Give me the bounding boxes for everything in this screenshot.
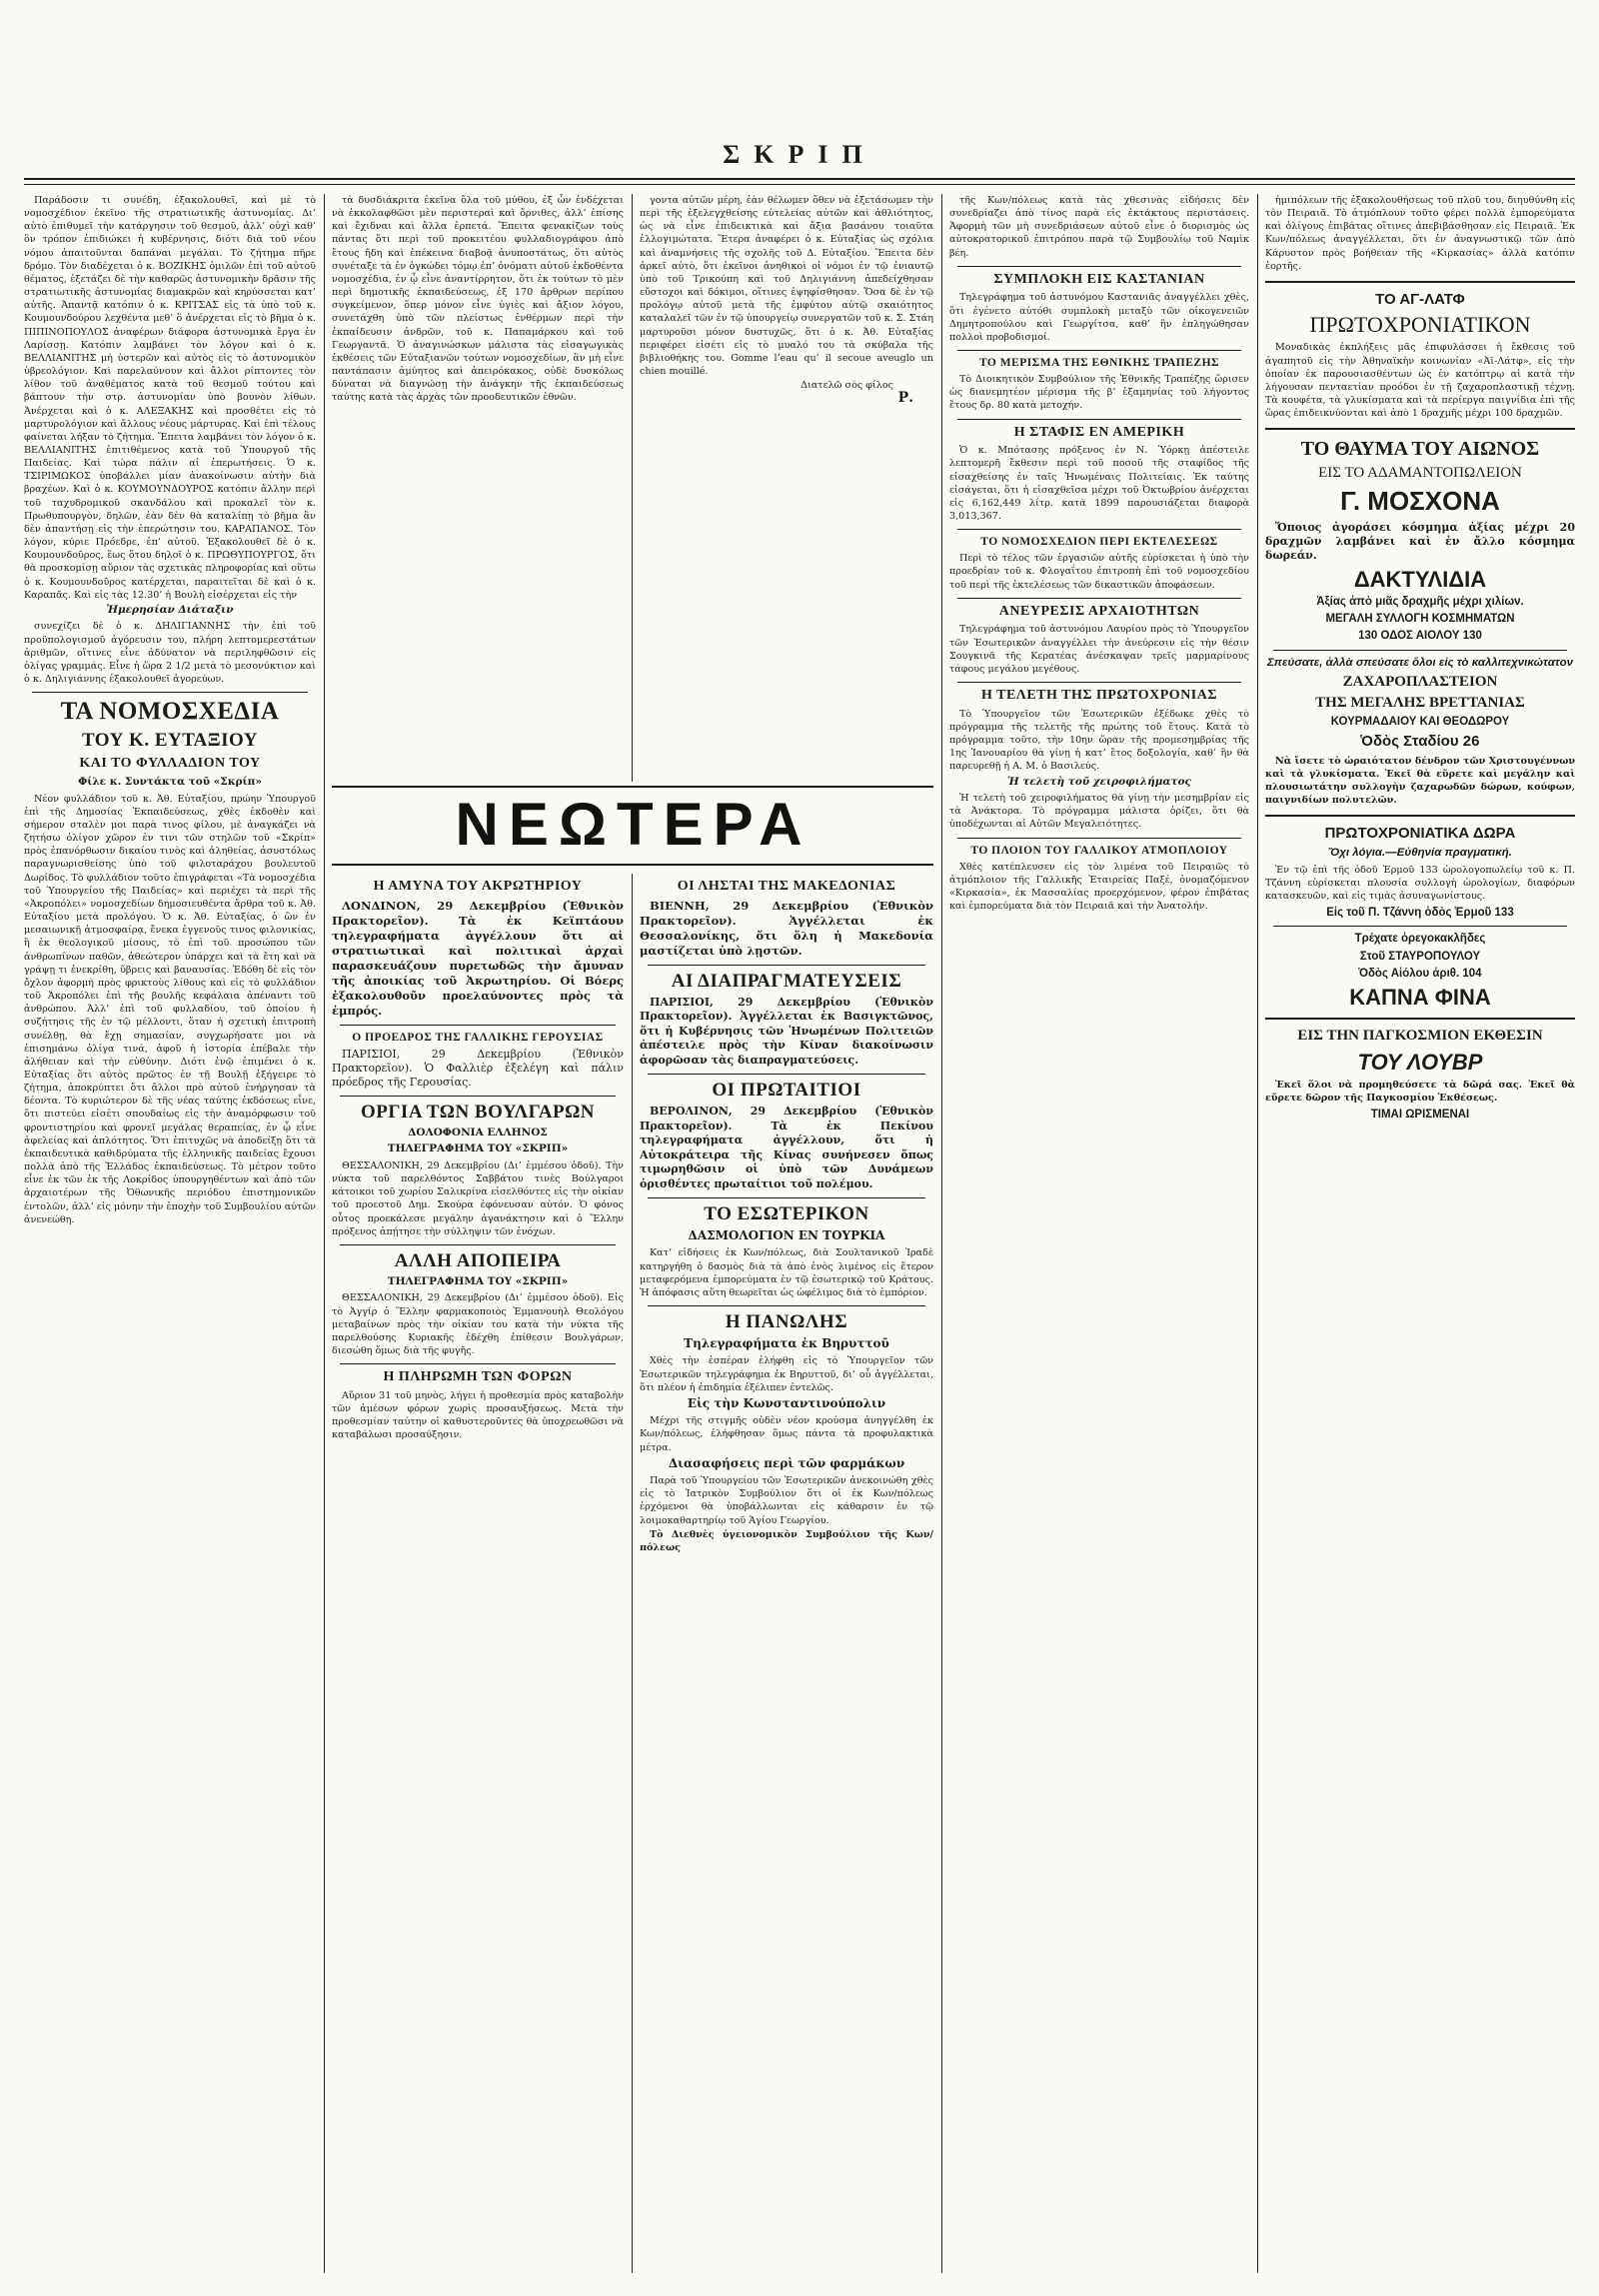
col4-text-stafis: Ὁ κ. Μπότασης πρόξενος ἐν Ν. Ὑόρκῃ ἀπέστειλε λεπτομερῆ ἔκθεσιν περὶ τοῦ ποσοῦ τῆς σταφίδος τῆς εἰσαχθείσης ἐν ταῖς Ἡνωμέναις Πολιτείαις. Ἐκ ταύτης εἰσάγεται, ὅτι ἡ εἰσαχθεῖσα μέχρι τοῦ Ὀκτωβρίου ἀνέρχεται εἰς 6,162,449 λίτρ. κατὰ 1899 παρουσιάζεται διαφορὰ 3,013,367.	[949, 445, 1249, 523]
ad-ailatf-title: ΤΟ ΑΓ-ΛΑΤΦ	[1375, 290, 1465, 308]
col4-text-arch: Τηλεγράφημα τοῦ ἀστυνόμου Λαυρίου πρὸς τὸ Ὑπουργεῖον τῶν Ἐσωτερικῶν ἀναγγέλλει τὴν ἀνεύρεσιν εἰς τὴν θέσιν Σουγκινᾶ τῆς Κερατέας ἀνέσκαψαν τρεῖς μαρμαρίνους τάφους μεγάλου μεγέθους.	[949, 624, 1249, 675]
ad-ailatf-title2: ΠΡΩΤΟΧΡΟΝΙΑΤΙΚΟΝ	[1309, 312, 1531, 338]
ad-dora-addr: Εἰς τοῦ Π. Τζάννη ὁδὸς Ἑρμοῦ 133	[1326, 907, 1514, 920]
news-sub-dolofonia: ΔΟΛΟΦΟΝΙΑ ΕΛΛΗΝΟΣ	[408, 1126, 548, 1139]
ad-thavma-title: ΤΟ ΘΑΥΜΑ ΤΟΥ ΑΙΩΝΟΣ	[1300, 438, 1540, 461]
col4-sep-5	[957, 598, 1241, 599]
col3-text-a: γοντα αὐτῶν μέρη, ἐὰν θέλωμεν ὅθεν νὰ ἐξετάσωμεν τὴν περὶ τῆς ἐξελεγχθείσης εὐτελείας αὐτῶν καὶ ἀθλιότητος, ὡς νὰ εἶνε ἐπιδεικτικὰ καὶ ἄξια βασάνου τοιαῦτα ἐλλογιμώτατα. Ἕτερα ἀναφέρει ὁ κ. Εὐταξίας ὡς σχόλια καὶ ἀναμνήσεις τῆς σχολῆς τοῦ Δ. Εὐταξίου. Ἔπειτα δὲν ἀρκεῖ αὐτὸ, ὅτι ἐκεῖνοι ἀνηθικοὶ οἱ νόμοι ἐν τῷ ἑνιαυτῷ ὑπὸ τοῦ Τρικούπη καὶ τοῦ Δηλιγιάννη ἀπεδείχθησαν εὔστοχοι καὶ δόκιμοι, οἵτινες ἐψηφίσθησαν. Ὅσα δὲ ἐν τῷ προλόγῳ αὐτοῦ μετὰ τῆς ἐμφύτου αὐτῷ σκαιότητος καταλαλεῖ τῶν ἐν τῷ ὑπουργείῳ συνεργατῶν τοῦ κ. Σ. Στάη μαρτυροῦσι μόνον δυστυχῶς, ὅτι ὁ κ. Ἀθ. Εὐταξίας περιφέρει εἰσέτι εἰς τὸ μυαλό του τὰ σκύβαλα τῆς βιβλιοθήκης του. Gomme l’eau qu’ il secoue aveuglo un chien mouillé.	[640, 195, 933, 378]
news-sep-2	[340, 1096, 616, 1097]
neotera-rule-bottom	[332, 864, 933, 866]
nomos-headline-3: ΚΑΙ ΤΟ ΦΥΛΛΑΔΙΟΝ ΤΟΥ	[79, 756, 261, 772]
news-head-gerousia: Ο ΠΡΟΕΔΡΟΣ ΤΗΣ ΓΑΛΛΙΚΗΣ ΓΕΡΟΥΣΙΑΣ	[352, 1031, 604, 1044]
nomos-headline-1: ΤΑ ΝΟΜΟΣΧΕΔΙΑ	[60, 698, 280, 726]
ad-dora-title: ΠΡΩΤΟΧΡΟΝΙΑΤΙΚΑ ΔΩΡΑ	[1324, 825, 1516, 843]
col4-head-nomos: ΤΟ ΝΟΜΟΣΧΕΔΙΟΝ ΠΕΡΙ ΕΚΤΕΛΕΣΕΩΣ	[980, 536, 1218, 549]
news-head-listai: ΟΙ ΛΗΣΤΑΙ ΤΗΣ ΜΑΚΕΔΟΝΙΑΣ	[677, 879, 896, 894]
ad-ekthesi-text: Ἐκεῖ ὅλοι νὰ προμηθεύσετε τὰ δῶρά σας. Ἐκεῖ θὰ εὕρετε δῶρον τῆς Παγκοσμίου Ἐκθέσεως.	[1265, 1079, 1575, 1105]
masthead: ΣΚΡΙΠ	[723, 140, 876, 169]
news-sub-tilegrafima: ΤΗΛΕΓΡΑΦΗΜΑ ΤΟΥ «ΣΚΡΙΠ»	[387, 1143, 569, 1155]
news-text-foroi: Αὔριον 31 τοῦ μηνὸς, λήγει ἡ προθεσμία πρὸς καταβολὴν τῶν ἀμέσων φόρων χωρὶς προσαυξήσεως. Μετὰ τὴν προθεσμίαν ταύτην οἱ καθυστεροῦντες θὰ ὑποχρεωθῶσι νὰ καταβάλωσι προσαύξησιν.	[332, 1389, 624, 1441]
ad-ekthesi-title: ΕΙΣ ΤΗΝ ΠΑΓΚΟΣΜΙΟΝ ΕΚΘΕΣΙΝ	[1297, 1028, 1543, 1045]
column-2-upper	[332, 194, 624, 782]
news-head-amyna: Η ΑΜΥΝΑ ΤΟΥ ΑΚΡΩΤΗΡΙΟΥ	[373, 879, 583, 894]
column-4	[949, 194, 1249, 2273]
news-text-apopeira: ΘΕΣΣΑΛΟΝΙΚΗ, 29 Δεκεμβρίου (Δι’ ἐμμέσου ὁδοῦ). Εἰς τὸ Ἀγγίρ ὁ Ἕλλην φαρμακοποιὸς Ἐμμανουὴλ Θεολόγου μεταβαίνων πρὸς τὴν οἰκίαν του κατὰ τὴν νύκτα τῆς παρελθούσης Κυριακῆς ἐδέχθη ἐπίθεσιν Βουλγάρων, διεσώθη ὅμως διὰ τῆς φυγῆς.	[332, 1292, 624, 1356]
ad-kapna-big: ΚΑΠΝΑ ΦΙΝΑ	[1349, 985, 1491, 1011]
column-divider-4	[1257, 194, 1258, 2273]
news-sep-1	[340, 1025, 616, 1026]
ad-zaxar-addr: Ὁδὸς Σταδίου 26	[1360, 733, 1480, 751]
col4-text-teleti: Τὸ Ὑπουργεῖον τῶν Ἐσωτερικῶν ἐξέδωκε χθὲς τὸ πρόγραμμα τῆς τελετῆς τῆς πρώτης τοῦ ἔτους. Κατὰ τὸ πρόγραμμα τοῦτο, τὴν 10ην ὥραν τῆς προμεσημβρίας τῆς 1ης Ἰανουαρίου θὰ γίνῃ ἡ κατ’ ἔτος δοξολογία, καθ’ ἣν θὰ παρευρεθῇ ἡ Α. Μ. ὁ Βασιλεύς.	[949, 708, 1249, 773]
news-text-orgia: ΘΕΣΣΑΛΟΝΙΚΗ, 29 Δεκεμβρίου (Δι’ ἐμμέσου ὁδοῦ). Τὴν νύκτα τοῦ παρελθόντος Σαββάτου τινὲς Βούλγαροι κάτοικοι τοῦ χωρίου Σαλικρίνα εἰσελθόντες εἰς τὴν οἰκίαν τοῦ προεστοῦ Δημ. Σκούρα ἐφόνευσαν αὐτόν. Ὁ φόνος οὗτος προεκάλεσε μεγάλην ἀγανάκτησιν καὶ ὁ Ἕλλην πρόξενος ἀπῄτησε τὴν σύλληψιν τῶν ἐνόχων.	[332, 1159, 624, 1237]
col4-text-atmo: Χθὲς κατέπλευσεν εἰς τὸν λιμένα τοῦ Πειραιῶς τὸ ἀτμόπλοιον τῆς Γαλλικῆς Ἑταιρείας Παξέ, ὀνομαζόμενον «Κιρκασία», ἐκ Μασσαλίας προερχόμενον, φέρον ἐπιβάτας καὶ ἐμπορεύματα διὰ τὸν Πειραιᾶ καὶ τὴν Ἀνατολήν.	[949, 861, 1249, 913]
ad-aiolou-addr: 130 ΟΔΟΣ ΑΙΟΛΟΥ 130	[1358, 630, 1482, 643]
col1-text-c: Νέον φυλλάδιον τοῦ κ. Ἀθ. Εὐταξίου, πρώην Ὑπουργοῦ ἐπὶ τῆς Δημοσίας Ἐκπαιδεύσεως, χθὲς ἐκδοθὲν καὶ σήμερον σταλὲν μοι παρὰ τινος φίλου, μὲ ἀναγκάζει νὰ ζητήσω ὀλίγον χῶρον ἐν τινι τῶν στηλῶν τοῦ «Σκρίπ» πρὸς ἐπανόρθωσιν δικαίου τινὸς καὶ ἀληθείας, ἀσυστόλως παραγνωρισθείσης ὑπὸ τοῦ φιλοταράχου βουλευτοῦ Δωρίδος. Τὸ φυλλάδιον τοῦτο ἐπιγράφεται «Τὰ νομοσχέδια τοῦ Ὑπουργείου τῆς Παιδείας» καὶ περιέχει τὰ περὶ τῆς «Ἀκροπόλει» νομοσχεδίων δημοσιευθέντα ἄρθρα τοῦ κ. Ἀθ. Εὐταξίου μετὰ προλόγου. Ὁ κ. Ἀθ. Εὐταξίας, ὁ ὢν ἐν μεσαιωνικῇ ἀτμοσφαίρᾳ, ἕνεκα ἐγγενοῦς τινος φιλονικίας, ἢ ἐκ θεολογικοῦ μίσους, τὸ ἐπὶ τοῦ προσώπου τῶν ἀνθρωπίνων παθῶν, ἀθεώτερον ὑπάρχει καὶ τὰ ἔτη καὶ νὰ γράψῃ τι ἐνεκρίθη, ὕβρεις καὶ βαναυσίας. Ἐδόθη δὲ εἰς τὸν ὄχλον ἀφορμὴ πρὸς φρικτοὺς λίθους καὶ εἰς τὸ φυλλάδιον τοῦ Ἀκροπόλει ἐπὶ τῆς βουλῆς κεφάλαια ἀπέναντι τοῦ ἀνθρώπου. Ἀλλ’ ἐπὶ τοῦ φυλλαδίου, τοῦ ὁποίου ἡ συζήτησις τῆς ἐν τῷ μέλλοντι, ὅταν ἡ σχετικὴ ἐπιτροπὴ συνέλθῃ, θὰ ἔχῃ σημασίαν, συγχωρήσατε μοι νὰ ἐπισημάνω ὀλίγα τινά, ἀφοῦ ἡ ἱστορία ἐπέβαλε τὴν ἀλήθειαν καὶ τὴν εὐθύνην. Διότι ἐνῷ ἐπιμένει ὁ κ. Εὐταξίας ὅτι αὐτὸς πρῶτος ἐν τῇ Βουλῇ ἐξήγειρε τὸ ζήτημα, ἀποκρύπτει ὅτι ἄλλοι πρὸ αὐτοῦ ἐνήργησαν τὰ δέοντα. Τὸ κυριώτερον δὲ τῆς νέας ταύτης ἐκδόσεως εἶνε, ὅτι πιστεύει εἰσέτι σπουδαίως εἰς τὴν ἀναμόρφωσιν τοῦ φροντιστηρίου καὶ φρονεῖ μεγάλας θεραπείας, ἐν ᾧ εἶνε ἀφελείας καὶ ἀπλότητος. Ὅτι ἐπιτυχῶς νὰ ἀποδείξῃ ὅτι τὰ ἐκπαιδευτικὰ καθιδρύματα τῆς ἑλληνικῆς παιδείας ἔχουσι πολλὰ ἀπὸ τῆς Ἑλλάδος ἐκπαιδεύσεως. Τὸ μέτρον τοῦτο εἶνε ἐκ τῶν ἐκ τῆς Λοκρίδος ὑπουργηθέντων καὶ ἀπὸ τῶν ἀρχαιοτέρων τῆς Ὀθωνικῆς περιόδου ἐπιστημονικῶν ἐντολῶν, ἀλλ’ εἰς μόνην τὴν ἐποχὴν τοῦ Συμβουλίου αὐτῶν ἀνενεώθη.	[24, 793, 316, 1225]
ad-zaxar-title2: ΤΗΣ ΜΕΓΑΛΗΣ ΒΡΕΤΤΑΝΙΑΣ	[1315, 694, 1525, 711]
nomos-headline-2: ΤΟΥ Κ. ΕΥΤΑΞΙΟΥ	[81, 730, 259, 752]
top-rule	[24, 178, 1575, 180]
col4-sep-6	[957, 682, 1241, 683]
news-divider	[632, 874, 633, 2273]
news-sub-virytos: Τηλεγραφήματα ἐκ Βηρυττοῦ	[684, 1335, 889, 1350]
ad-syllogi: ΜΕΓΑΛΗ ΣΥΛΛΟΓΗ ΚΟΣΜΗΜΑΤΩΝ	[1325, 613, 1515, 626]
column-1	[24, 194, 316, 2273]
news-text-esoterikon: Κατ’ εἰδήσεις ἐκ Κων/πόλεως, διὰ Σουλτανικοῦ Ἰραδὲ κατηργήθη ὁ δασμὸς διὰ τὰ ἀπὸ ἑνὸς λιμένος εἰς ἕτερον μεταφερόμενα ἐμπορεύματα ἐν τῷ ἐσωτερικῷ τοῦ Κράτους. Ἡ ἀπόφασις αὕτη θεωρεῖται ὡς ὠφέλιμος διὰ τὸ ἐμπόριον.	[640, 1247, 933, 1298]
news-head-orgia: ΟΡΓΙΑ ΤΩΝ ΒΟΥΛΓΑΡΩΝ	[360, 1101, 596, 1123]
col4-head-arch: ΑΝΕΥΡΕΣΙΣ ΑΡΧΑΙΟΤΗΤΩΝ	[998, 603, 1200, 619]
ad-zaxar-text: Νὰ ἴσετε τὸ ὡραιότατον δένδρον τῶν Χριστουγέννων καὶ τὰ γλυκίσματα. Ἐκεῖ θὰ εὕρετε καὶ μεγάλην καὶ πλουσιωτάτην συλλογὴν ζαχαρωδῶν δώρων, κούφων, παιγνιδίων πολυτελῶν.	[1265, 755, 1575, 807]
news-sep-6	[648, 1074, 925, 1075]
news-text-kpoli: Μέχρι τῆς στιγμῆς οὐδὲν νέον κρούσμα ἀνηγγέλθη ἐκ Κων/πόλεως, ἐλήφθησαν ὅμως πάντα τὰ προφυλακτικὰ μέτρα.	[640, 1415, 933, 1453]
news-text-protaitioi: ΒΕΡΟΛΙΝΟΝ, 29 Δεκεμβρίου (Ἐθνικὸν Πρακτορεῖον). Τὰ ἐκ Πεκίνου τηλεγραφήματα ἀγγέλλουν, ὅτι ἡ Αὐτοκράτειρα τῆς Κίνας συνήνεσεν ὅπως τιμωρηθῶσιν οἱ ὑπὸ τῶν Δυνάμεων ὁρισθέντες πρωταίτιοι τοῦ πολέμου.	[640, 1105, 933, 1190]
news-left-column	[332, 874, 624, 2273]
news-head-apopeira: ΑΛΛΗ ΑΠΟΠΕΙΡΑ	[394, 1249, 562, 1271]
ad-kapna-lead: Τρέχατε ὀρεγοκακλῆδες	[1354, 933, 1486, 946]
col3-sign-off: Διατελῶ σὸς φίλος	[800, 380, 893, 392]
col4-head-stafis: Η ΣΤΑΦΙΣ ΕΝ ΑΜΕΡΙΚΗ	[1013, 424, 1185, 440]
col1-separator	[32, 692, 308, 693]
col4-text-a: τῆς Κων/πόλεως κατὰ τὰς χθεσινὰς εἰδήσεις δὲν συνεδρίαζει ἀπὸ τίνος παρὰ εἰς ἐκτάκτους περιστάσεις. Ἀφορμὴ τῶν μὴ συνεδριάσεων αὐτοῦ εἶνε ὁ διορισμὸς ὡς αὐτοκρατορικοῦ ἐπιτρόπου παρὰ τῷ Συμβουλίῳ τοῦ Ναμὶκ βέη.	[949, 195, 1249, 259]
col5-sep-1	[1265, 281, 1575, 283]
neotera-rule-top	[332, 786, 933, 788]
ad-kapna-line: Στοῦ ΣΤΑΥΡΟΠΟΥΛΟΥ	[1359, 950, 1481, 963]
ad-thavma-sub: ΕΙΣ ΤΟ ΑΔΑΜΑΝΤΟΠΩΛΕΙΟΝ	[1318, 465, 1522, 482]
ad-moschona-name: Γ. ΜΟΣΧΟΝΑ	[1340, 485, 1500, 516]
column-divider-1	[324, 194, 325, 2273]
ad-daktylidia-text: Ἀξίας ἀπὸ μιᾶς δραχμῆς μέχρι χιλίων.	[1316, 595, 1524, 608]
col4-text-nomos: Περὶ τὸ τέλος τῶν ἐργασιῶν αὐτῆς εὑρίσκεται ἡ ὑπὸ τὴν προεδρίαν τοῦ κ. Φλογαΐτου ἐπιτροπὴ ἐπὶ τοῦ νομοσχεδίου τοῦ περὶ τῆς ἐκτελέσεως τῶν δικαστικῶν ἀποφάσεων.	[949, 553, 1249, 591]
col5-sep-6	[1265, 1018, 1575, 1020]
column-divider-2	[632, 194, 633, 782]
ad-kapna-addr: Ὁδὸς Αἰόλου ἀριθ. 104	[1358, 967, 1482, 980]
col4-head-teleti: Η ΤΕΛΕΤΗ ΤΗΣ ΠΡΩΤΟΧΡΟΝΙΑΣ	[980, 688, 1218, 704]
news-head-esoterikon: ΤΟ ΕΣΩΤΕΡΙΚΟΝ	[704, 1203, 869, 1225]
news-text-end: Τὸ Διεθνὲς ὑγειονομικὸν Συμβούλιον τῆς Κων/πόλεως	[640, 1528, 933, 1553]
col4-sep-3	[957, 419, 1241, 420]
columns	[24, 194, 1575, 2273]
news-text-listai: ΒΙΕΝΝΗ, 29 Δεκεμβρίου (Ἐθνικὸν Πρακτορεῖον). Ἀγγέλλεται ἐκ Θεσσαλονίκης, ὅτι ὅλη ἡ Μακεδονία μαστίζεται ὑπὸ λῃστῶν.	[640, 898, 933, 958]
news-sub-kpoli: Εἰς τὴν Κωνσταντινούπολιν	[687, 1395, 886, 1410]
column-5-ads	[1265, 194, 1575, 2273]
news-sep-3	[340, 1244, 616, 1245]
ad-louvr: ΤΟΥ ΛΟΥΒΡ	[1357, 1049, 1483, 1075]
top-rule-thin	[24, 184, 1575, 185]
col5-sep-5	[1273, 926, 1567, 927]
ad-zaxar-title: ΖΑΧΑΡΟΠΛΑΣΤΕΙΟΝ	[1342, 673, 1498, 690]
news-right-column	[640, 874, 933, 2273]
ad-ekthesi-end: ΤΙΜΑΙ ΩΡΙΣΜΕΝΑΙ	[1370, 1109, 1470, 1122]
col4-sep-2	[957, 350, 1241, 351]
col4-sub-teleti: Ἡ τελετὴ τοῦ χειροφιλήματος	[1007, 775, 1191, 788]
col4-text-merisma: Τὸ Διοικητικὸν Συμβούλιον τῆς Ἐθνικῆς Τραπέζης ὥρισεν ὡς διανεμητέον μέρισμα τῆς β’ ἑξαμηνίας τοῦ λήγοντος ἔτους δρ. 80 κατὰ μετοχήν.	[949, 374, 1249, 412]
news-head-panolis: Η ΠΑΝΩΛΗΣ	[725, 1311, 848, 1333]
ad-thavma-text: Ὅποιος ἀγοράσει κόσμημα ἀξίας μέχρι 20 δραχμῶν λαμβάνει καὶ ἐν ἄλλο κόσμημα δωρεάν.	[1265, 520, 1575, 562]
news-text-farmaka: Παρὰ τοῦ Ὑπουργείου τῶν Ἐσωτερικῶν ἀνεκοινώθη χθὲς εἰς τὸ Ἰατρικὸν Συμβούλιον ὅτι οἱ ἐκ Κων/πόλεως ἐρχόμενοι θὰ ὑποβάλλωνται εἰς κάθαρσιν ἐν τῷ λοιμοκαθαρτηρίῳ τοῦ Ἁγίου Γεωργίου.	[640, 1475, 933, 1526]
col1-subhead: Ἡμερησίαν Διάταξιν	[106, 603, 234, 616]
ad-daktylidia: ΔΑΚΤΥΛΙΔΙΑ	[1353, 566, 1487, 592]
ad-zaxar-lead: Σπεύσατε, ἀλλὰ σπεύσατε ὅλοι εἰς τὸ καλλιτεχνικώτατον	[1266, 656, 1573, 669]
column-3-upper	[640, 194, 933, 782]
col1-text-b: συνεχίζει δὲ ὁ κ. ΔΗΛΙΓΙΑΝΝΗΣ τὴν ἐπὶ τοῦ προϋπολογισμοῦ ἀγόρευσιν του, πλήρη λεπτομερεστάτων ἀριθμῶν, οἵτινες εἶνε ἀδύνατον νὰ περιληφθῶσιν εἰς ὀλίγας γραμμάς. Εἶνε ἡ ὥρα 2 1/2 μετὰ τὸ μεσονύκτιον καὶ ὁ κ. Δηλιγιάννης ἐξακολουθεῖ ἀγορεύων.	[24, 621, 316, 686]
news-sep-5	[648, 965, 925, 966]
news-head-foroi: Η ΠΛΗΡΩΜΗ ΤΩΝ ΦΟΡΩΝ	[383, 1369, 573, 1385]
news-head-protaitioi: ΟΙ ΠΡΩΤΑΙΤΙΟΙ	[712, 1080, 861, 1102]
col4-sep-7	[957, 838, 1241, 839]
col5-sep-3	[1273, 650, 1567, 651]
news-text-amyna: ΛΟΝΔΙΝΟΝ, 29 Δεκεμβρίου (Ἐθνικὸν Πρακτορεῖον). Τὰ ἐκ Κεϊπτάουν τηλεγραφήματα ἀγγέλλουν ὅτι αἱ στρατιωτικαὶ καὶ πολιτικαὶ ἀρχαὶ παρασκευάζουν πυρετωδῶς τὴν ἄμυναν τῆς ἀποικίας τοῦ Ἀκρωτηρίου. Οἱ Βόερς ἐξακολουθοῦν προελαύνοντες πρὸς τὰ ἐμπρός.	[332, 898, 624, 1018]
news-head-diapragmateuseis: ΑΙ ΔΙΑΠΡΑΓΜΑΤΕΥΣΕΙΣ	[671, 970, 902, 992]
news-sub-farmaka: Διασαφήσεις περὶ τῶν φαρμάκων	[668, 1455, 905, 1470]
news-sub-dasmologion: ΔΑΣΜΟΛΟΓΙΟΝ ΕΝ ΤΟΥΡΚΙΑ	[688, 1228, 885, 1242]
news-sep-8	[648, 1305, 925, 1306]
col4-text-kastania: Τηλεγράφημα τοῦ ἀστυνόμου Καστανιᾶς ἀναγγέλλει χθὲς, ὅτι ἐγένετο αὐτόθι συμπλοκὴ μεταξὺ τῶν οἰκογενειῶν Δημητροπούλου καὶ Γεωργίτσα, καθ’ ἣν ἐπληγώθησαν πολλοὶ προβοδισμοί.	[949, 292, 1249, 343]
col4-sep-4	[957, 529, 1241, 530]
col4-sep-1	[957, 266, 1241, 267]
col4-head-merisma: ΤΟ ΜΕΡΙΣΜΑ ΤΗΣ ΕΘΝΙΚΗΣ ΤΡΑΠΕΖΗΣ	[978, 357, 1220, 370]
col5-sep-4	[1265, 815, 1575, 817]
news-sub-apopeira: ΤΗΛΕΓΡΑΦΗΜΑ ΤΟΥ «ΣΚΡΙΠ»	[387, 1274, 569, 1287]
col4-text-teleti2: Ἡ τελετὴ τοῦ χειροφιλήματος θὰ γίνῃ τὴν μεσημβρίαν εἰς τὰ Ἀνάκτορα. Τὸ πρόγραμμα μάλιστα ὁρίζει, ὅτι θὰ ὑποδέχωνται αἱ Αὐτῶν Μεγαλειότητες.	[949, 793, 1249, 831]
news-sep-7	[648, 1197, 925, 1198]
ad-ailatf-text: Μοναδικὰς ἐκπλήξεις μᾶς ἐπιφυλάσσει ἡ ἔκθεσις τοῦ ἀγαπητοῦ εἰς τὴν Ἀθηναϊκὴν κοινωνίαν «Ἀϊ-Λάτφ», εἰς τὴν ὁποίαν ἐκ παρουσιασθέντων ὡς ἐν κατόπτρῳ αἱ κατὰ τὴν λήγουσαν πενταετίαν προόδοι ἐν τῇ ζαχαροπλαστικῇ τέχνῃ. Τὰ κουφέτα, τὰ γλυκίσματα καὶ τὰ περίεργα παιγνίδια ἐπὶ τῆς ὥρας ἐπιδεικνύονται καὶ ἀπὸ 1 δραχμῆς μέχρι 100 δραχμῶν.	[1265, 342, 1575, 420]
col4-head-kastania: ΣΥΜΠΛΟΚΗ ΕΙΣ ΚΑΣΤΑΝΙΑΝ	[993, 271, 1205, 287]
col1-text-a: Παράδοσιν τι συνέδη, ἐξακολουθεῖ, καὶ μὲ τὸ νομοσχέδιον ἐκεῖνο τῆς στρατιωτικῆς ἀστυνομίας. Δι’ αὐτὸ ἐπιθυμεῖ τὴν κατάργησιν τοῦ θεσμοῦ, ἀλλ’ οὐχὶ καθ’ ὃν τρόπον ἐπιδιώκει ἡ κυβέρνησις, διότι διὰ τοῦ νέου νόμου ἀπαιτοῦνται δαπάναι μεγάλαι. Τὸ ζήτημα πῆρε δρόμο. Τὸν διαδέχεται ὁ κ. ΒΟΖΙΚΗΣ ὁμιλῶν ἐπὶ τοῦ αὐτοῦ θέματος, ἐξετάζει δὲ τὴν καθαρῶς ἀστυνομικὴν δρᾶσιν τῆς στρατιωτικῆς ἀστυνομίας διαμακρῶν καὶ κηρύσσεται κατ’ αὐτῆς. Ἀπαντᾷ κατόπιν ὁ κ. ΚΡΙΤΣΑΣ εἰς τὰ ὑπὸ τοῦ κ. Κουμουνδούρου λεχθέντα μεθ’ ὃ ἀνέρχεται εἰς τὸ βῆμα ὁ κ. ΠΙΠΙΝΟΠΟΥΛΟΣ ἀναφέρων διάφορα ἀστυνομικὰ ἔργα ἐν Λαρίσσῃ. Κατόπιν λαμβάνει τὸν λόγον καὶ ὁ κ. ΒΕΛΛΙΑΝΙΤΗΣ μὴ ὑστερῶν καὶ αὐτὸς εἰς τὸ ἀστυνομικὸν ὑβρεολόγιον. Καὶ παρελαύνουν καὶ ἄλλοι ρίπτοντες τὸν λίθον τοῦ ἀναθέματος κατὰ τοῦ θεσμοῦ τούτου καὶ βάπτουν τὴν στρ. ἀστυνομίαν ὑπὸ βουνὸν λίθων. Ἀνέρχεται καὶ ὁ κ. ΑΛΕΞΑΚΗΣ καὶ προσθέτει εἰς τὸ μαρτυρολόγιον καὶ ἄλλους νέους μάρτυρας. Καὶ ἐπὶ τέλους φαίνεται λήξαν τὸ ζήτημα. Ἔπειτα λαμβάνει τὸν λόγον ὁ κ. ΒΕΛΛΙΑΝΙΤΗΣ ἐπιτιθέμενος κατὰ τοῦ Ὑπουργοῦ τῆς Παιδείας. Καὶ τώρα πάλιν αἱ ἐπερωτήσεις. Ὁ κ. ΤΣΙΡΙΜΩΚΟΣ ὑποβάλλει μίαν ἀνακοίνωσιν αὐτὴν διὰ βραχέων. Καὶ ὁ κ. ΚΟΥΜΟΥΝΔΟΥΡΟΣ κατόπιν ἄλλην περὶ τοῦ ταχυδρομικοῦ σκανδάλου καὶ προκαλεῖ τὸν κ. Πρωθυπουργὸν, δηλῶν, ἐὰν δὲν θὰ καταλίπῃ τὸ βῆμα ἂν δὲν ἀπαντήσῃ εἰς τὴν ἐπερώτησιν του. ΚΑΡΑΠΑΝΟΣ. Τὸν λόγον, κύριε Πρόεδρε, ἐπ’ αὐτοῦ. Ἐξακολουθεῖ δὲ ὁ κ. Κουμουνδοῦρος, ἕως ὅτου δηλοῖ ὁ κ. ΠΡΩΘΥΠΟΥΡΓΟΣ, ὅτι θὰ προσκομίσῃ αὔριον τὰς σχετικὰς πληροφορίας καὶ οὕτω ὁ κ. Κουμουνδοῦρος κατέρχεται, παραιτεῖται δὲ καὶ ὁ κ. Καραπᾶς. Καὶ εἰς τὰς 12.30’ ἡ Βουλὴ εἰσέρχεται εἰς τὴν	[24, 195, 316, 601]
news-text-panolis: Χθὲς τὴν ἑσπέραν ἐλήφθη εἰς τὸ Ὑπουργεῖον τῶν Ἐσωτερικῶν τηλεγράφημα ἐκ Βηρυττοῦ, δι’ οὗ ἀγγέλλεται, ὅτι πλέον ἡ ἐπιδημία ἐξέλιπεν ἐντελῶς.	[640, 1355, 933, 1393]
news-text-gerousia: ΠΑΡΙΣΙΟΙ, 29 Δεκεμβρίου (Ἐθνικὸν Πρακτορεῖον). Ὁ Φαλλιὲρ ἐξελέγη καὶ πάλιν πρόεδρος τῆς Γερουσίας.	[332, 1047, 624, 1089]
neotera-banner: ΝΕΩΤΕΡΑ	[455, 791, 812, 858]
col5-text-a: ἡμιπόλεων τῆς ἐξακολουθήσεως τοῦ πλοῦ του, διηυθύνθη εἰς τὸν Πειραιᾶ. Τὸ ἀτμόπλουν τοῦτο φέρει πολλὰ ἐμπορεύματα καὶ ὀλίγους ἐπιβάτας οἵτινες ἀπεβιβάσθησαν εἰς Πειραιᾶ. Ἐκ Κων/πόλεως ἀναγγέλλεται, ὅτι ἐν ἀναγνωστικῷ τῶν ἀπὸ Κάρυστον πρὸς βοήθειαν τῆς «Κιρκασίας» ἀλλὰ κατόπιν ἑορτῆς.	[1265, 195, 1575, 272]
col1-byline: Φίλε κ. Συντάκτα τοῦ «Σκρίπ»	[78, 776, 262, 789]
news-text-diapragmateuseis: ΠΑΡΙΣΙΟΙ, 29 Δεκεμβρίου (Ἐθνικὸν Πρακτορεῖον). Ἀγγέλλεται ἐκ Βασιγκτῶνος, ὅτι ἡ Κυβέρνησις τῶν Ἡνωμένων Πολιτειῶν ἀπέστειλε πρὸς τὴν Κίναν διακοίνωσιν ἀφορῶσαν τὰς διαπραγματεύσεις.	[640, 995, 933, 1067]
news-sep-4	[340, 1363, 616, 1364]
ad-zaxar-owner: ΚΟΥΡΜΑΔΑΙΟΥ ΚΑΙ ΘΕΟΔΩΡΟΥ	[1330, 716, 1510, 729]
ad-dora-text: Ἐν τῷ ἐπὶ τῆς ὁδοῦ Ἑρμοῦ 133 ὡρολογοπωλείῳ τοῦ κ. Π. Τζάννη εὑρίσκεται πλουσία συλλογὴ ὡρολογίων, διαφόρων κατασκευῶν, καὶ εἰς τιμὰς ἀσυναγωνίστους.	[1265, 864, 1575, 903]
col3-signature: Ρ.	[897, 390, 913, 407]
col5-sep-2	[1265, 428, 1575, 430]
column-divider-3	[941, 194, 942, 2273]
col2-text-a: τὰ δυσδιάκριτα ἐκεῖνα ὅλα τοῦ μύθου, ἐξ ὧν ἐνδέχεται νὰ ἐκκολαφθῶσι μὲν περιστεραὶ καὶ ὄρνιθες, ἀλλ’ ἐπίσης καὶ ἔχιδναι καὶ ἄλλα ἑρπετά. Ἔπειτα φενακίζων τοὺς πάντας ὅτι περὶ τοῦ προκειτέου φυλλαδιογράφου ἀπὸ ἔτους ἤδη καὶ ἐπέκεινα διαβοᾷ ἀνυποστάτως, ὅτι αὐτὸς συνέταξε τὰ ἐν ὀγκώδει τόμῳ ἐπ’ ὀνόματι αὐτοῦ ἐκδοθέντα νομοσχέδια, ἐν ᾧ εἶνε ἀναντίρρητον, ὅτι ἐκ τούτων τὸ μὲν περὶ δημοτικῆς ἐκπαιδεύσεως, ἐξ 170 ἄρθρων περίπου συγκείμενον, ὅπερ μόνον εἶνε ὑγιὲς καὶ ἄξιον λόγου, συνετάχθη ὑπὸ τῶν πλείστως ἐνθέρμων περὶ τὴν ἐκπαίδευσιν ἀνδρῶν, τοῦ κ. Παπαμάρκου καὶ τοῦ Γεωργαντᾶ. Ὁ ἀναγινώσκων μάλιστα τὰς εἰσαγωγικὰς ἐκθέσεις τῶν Εὐταξιανῶν τούτων νομοσχεδίων, ἂν μὴ εἶνε παντάπασιν ἀμύητος καὶ ἀπειρόκακος, οὐδὲ δυσκόλως δύναται νὰ διαγνώσῃ τὴν ἀνάγκην τῆς ἐκπαιδεύσεως ταύτης κατὰ τὰς ἀρχὰς τῶν προοδευτικῶν ἐθνῶν.	[332, 195, 624, 404]
ad-dora-sub: Ὄχι λόγια.—Εὐθηνία πραγματική.	[1328, 846, 1512, 859]
col4-head-atmo: ΤΟ ΠΛΟΙΟΝ ΤΟΥ ΓΑΛΛΙΚΟΥ ΑΤΜΟΠΛΟΙΟΥ	[970, 844, 1228, 857]
